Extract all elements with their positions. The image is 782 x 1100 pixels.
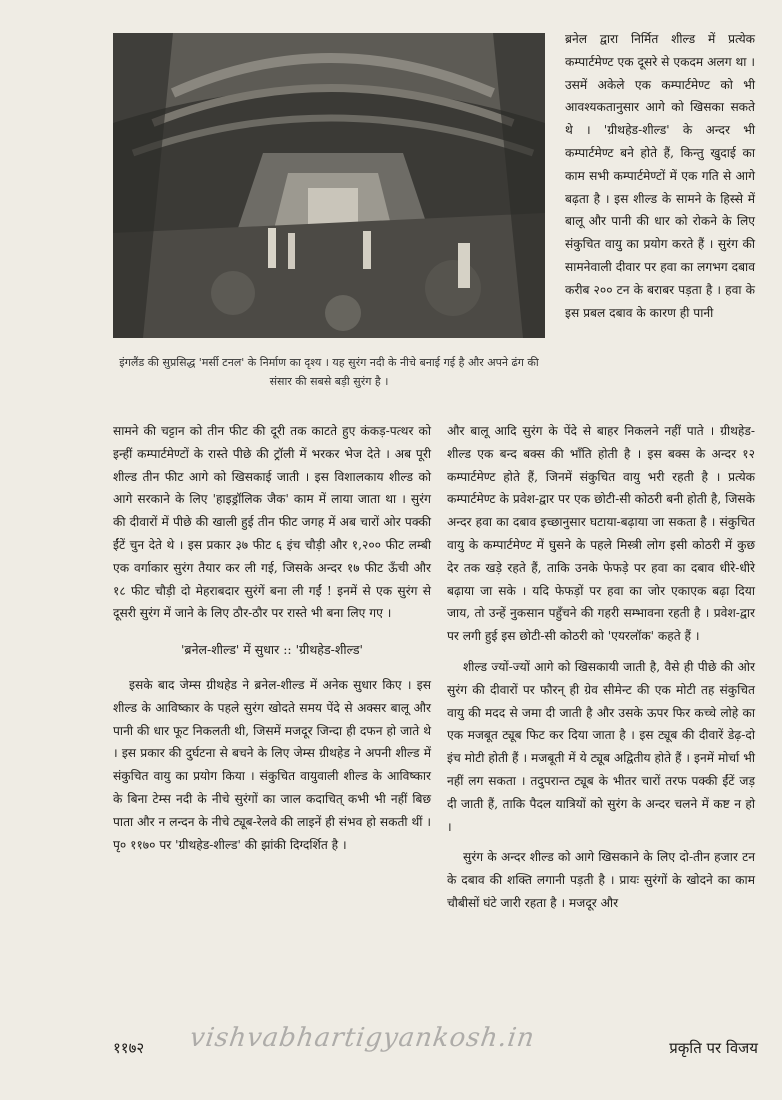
right-top-paragraph: ब्रनेल द्वारा निर्मित शील्ड में प्रत्येक कम्पार्टमेण्ट एक दूसरे से एकदम अलग था । उसमें अकेले एक कम्पार्टमेण्ट को भी आवश्यकतानुसार आगे को खिसका सकते थे । 'ग्रीथहेड-शील्ड' के अन्दर भी कम्पार्टमेण्ट बने होते हैं, किन्तु खुदाई का काम सभी कम्पार्टमेण्टों में एक गति से आगे बढ़ता है । इस शील्ड के सामने के हिस्से में बालू और पानी की धार को रोकने के लिए संकुचित वायु का प्रयोग करते हैं । सुरंग की सामनेवाली दीवार पर हवा का लगभग दबाव करीब २०० टन के बराबर पड़ता है । हवा के इस प्रबल दबाव के कारण ही पानी (565, 32, 755, 320)
left-paragraph-1: सामने की चट्टान को तीन फीट की दूरी तक काटते हुए कंकड़-पत्थर को इन्हीं कम्पार्टमेण्टों के रास्ते पीछे की ट्रॉली में भरकर भेज देते । अब पूरी शील्ड तीन फीट आगे को खिसकाई जाती । इस विशालकाय शील्ड को आगे सरकाने के लिए 'हाइड्रॉलिक जैक' काम में लाया जाता था । सुरंग की दीवारों में पीछे की खाली हुई तीन फीट जगह में अब चारों ओर पक्की ईंटें चुन देते थे । इस प्रकार ३७ फीट ६ इंच चौड़ी और १,२०० फीट लम्बी एक वर्गाकार सुरंग तैयार कर ली गई, जिसके अन्दर १७ फीट ऊँची और १८ फीट चौड़ी दो मेहराबदार सुरंगें बना ली गईं ! इनमें से एक सुरंग से दूसरी सुरंग में जाने के लिए ठौर-ठौर पर रास्ते भी बना लिए गए । (113, 424, 431, 621)
watermark: vishvabhartigyankosh.in (187, 1023, 537, 1053)
left-paragraph-2: इसके बाद जेम्स ग्रीथहेड ने ब्रनेल-शील्ड में अनेक सुधार किए । इस शील्ड के आविष्कार के पहले सुरंग खोदते समय पेंदे से अक्सर बालू और पानी की धार फूट निकलती थी, जिसमें मजदूर जिन्दा ही दफन हो जाते थे । इस प्रकार की दुर्घटना से बचने के लिए जेम्स ग्रीथहेड ने अपनी शील्ड में संकुचित वायु का प्रयोग किया । संकुचित वायुवाली शील्ड के आविष्कार के बिना टेम्स नदी के नीचे सुरंगों का जाल कदाचित् कभी भी नहीं बिछ पाता और न लन्दन के नीचे ट्यूब-रेलवे की लाइनें ही संभव हो सकती थीं । पृ० ११७० पर 'ग्रीथहेड-शील्ड' की झांकी दिग्दर्शित है । (113, 677, 431, 852)
running-title: प्रकृति पर विजय (669, 1039, 758, 1057)
tunnel-photo (113, 33, 545, 338)
left-column (113, 420, 431, 856)
section-subheading: 'ब्रनेल-शील्ड' में सुधार :: 'ग्रीथहेड-शील्ड' (181, 642, 363, 658)
right-column (447, 420, 755, 915)
photo-caption: इंगलैंड की सुप्रसिद्ध 'मर्सी टनल' के निर्माण का दृश्य । यह सुरंग नदी के नीचे बनाई गई है और अपने ढंग की संसार की सबसे बड़ी सुरंग है । (119, 356, 539, 388)
right-paragraph-1: और बालू आदि सुरंग के पेंदे से बाहर निकलने नहीं पाते । ग्रीथहेड-शील्ड एक बन्द बक्स की भाँति होती है । इस बक्स के अन्दर १२ कम्पार्टमेण्ट होते हैं, जिनमें संकुचित वायु भरी रहती है । प्रत्येक कम्पार्टमेण्ट के प्रवेश-द्वार पर एक छोटी-सी कोठरी बनी होती है, जिसके अन्दर हवा का दबाव इच्छानुसार घटाया-बढ़ाया जा सकता है । संकुचित वायु के कम्पार्टमेण्ट में घुसने के पहले मिस्त्री लोग इसी कोठरी में कुछ देर तक खड़े रहते हैं, ताकि उनके फेफड़े पर हवा का दबाव धीरे-धीरे बढ़ाया जा सके । यदि फेफड़ों पर हवा का जोर एकाएक बढ़ा दिया जाय, तो उन्हें नुकसान पहुँचने की गहरी सम्भावना रहती है । प्रवेश-द्वार पर लगी हुई इस छोटी-सी कोठरी को 'एयरलॉक' कहते हैं । (447, 424, 755, 644)
page-number: ११७२ (113, 1039, 145, 1057)
right-top-column (565, 28, 755, 324)
right-paragraph-2: शील्ड ज्यों-ज्यों आगे को खिसकायी जाती है, वैसे ही पीछे की ओर सुरंग की दीवारों पर फौरन् ही ग्रेव सीमेन्ट की एक मोटी तह संकुचित वायु की मदद से जमा दी जाती है और उसके ऊपर फिर कच्चे लोहे का एक मजबूत ट्यूब फिट कर दिया जाता है । इस ट्यूब की दीवारें डेढ़-दो इंच मोटी होती हैं । मजबूती में ये ट्यूब अद्वितीय होते हैं । इनमें मोर्चा भी नहीं लग सकता । तदुपरान्त ट्यूब के भीतर चारों तरफ पक्की ईंटें जड़ दी जाती हैं, ताकि पैदल यात्रियों को सुरंग के अन्दर चलने में कष्ट न हो । (447, 659, 755, 834)
tunnel-photo-drawing (113, 33, 545, 338)
right-paragraph-3: सुरंग के अन्दर शील्ड को आगे खिसकाने के लिए दो-तीन हजार टन के दबाव की शक्ति लगानी पड़ती है । प्रायः सुरंगों के खोदने का काम चौबीसों घंटे जारी रहता है । मजदूर और (447, 850, 755, 910)
